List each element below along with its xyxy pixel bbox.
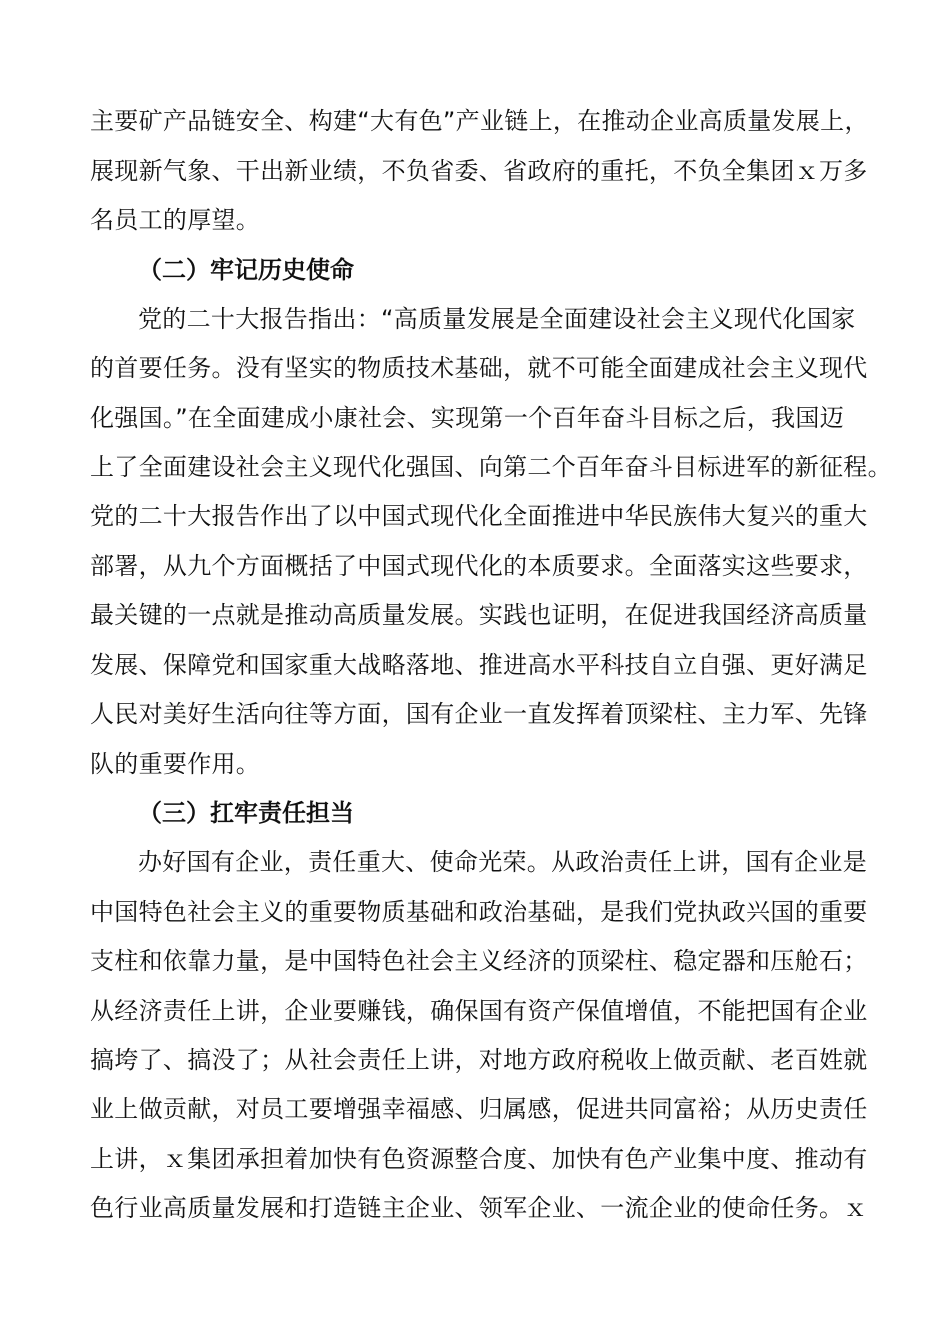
paragraph-line: 展现新气象、干出新业绩，不负省委、省政府的重托，不负全集团ｘ万多: [90, 157, 868, 185]
paragraph-line: 最关键的一点就是推动高质量发展。实践也证明，在促进我国经济高质量: [90, 601, 868, 629]
paragraph-line: 办好国有企业，责任重大、使命光荣。从政治责任上讲，国有企业是: [138, 848, 867, 876]
paragraph-line: 人民对美好生活向往等方面，国有企业一直发挥着顶梁柱、主力军、先锋: [90, 700, 868, 728]
paragraph-line: 部署，从九个方面概括了中国式现代化的本质要求。全面落实这些要求，: [90, 552, 868, 580]
paragraph-line: 从经济责任上讲，企业要赚钱，确保国有资产保值增值，不能把国有企业: [90, 997, 868, 1025]
paragraph-line: 化强国。”在全面建成小康社会、实现第一个百年奋斗目标之后，我国迈: [90, 404, 845, 432]
section-heading-2: （二）牢记历史使命: [138, 256, 354, 284]
paragraph-line: 党的二十大报告作出了以中国式现代化全面推进中华民族伟大复兴的重大: [90, 502, 868, 530]
paragraph-line: 队的重要作用。: [90, 750, 261, 778]
paragraph-line: 搞垮了、搞没了；从社会责任上讲，对地方政府税收上做贡献、老百姓就: [90, 1046, 868, 1074]
paragraph-line: 中国特色社会主义的重要物质基础和政治基础，是我们党执政兴国的重要: [90, 898, 868, 926]
paragraph-line: 的首要任务。没有坚实的物质技术基础，就不可能全面建成社会主义现代: [90, 354, 868, 382]
paragraph-line: 主要矿产品链安全、构建“大有色”产业链上，在推动企业高质量发展上，: [90, 107, 869, 135]
paragraph-line: 上讲，ｘ集团承担着加快有色资源整合度、加快有色产业集中度、推动有: [90, 1145, 868, 1173]
paragraph-line: 支柱和依靠力量，是中国特色社会主义经济的顶梁柱、稳定器和压舱石；: [90, 947, 868, 975]
paragraph-line: 业上做贡献，对员工要增强幸福感、归属感，促进共同富裕；从历史责任: [90, 1095, 868, 1123]
paragraph-line: 色行业高质量发展和打造链主企业、领军企业、一流企业的使命任务。ｘ: [90, 1194, 868, 1222]
paragraph-line: 党的二十大报告指出：“高质量发展是全面建设社会主义现代化国家: [138, 305, 856, 333]
paragraph-line: 发展、保障党和国家重大战略落地、推进高水平科技自立自强、更好满足: [90, 651, 868, 679]
paragraph-line: 上了全面建设社会主义现代化强国、向第二个百年奋斗目标进军的新征程。: [90, 453, 892, 481]
section-heading-3: （三）扛牢责任担当: [138, 799, 354, 827]
paragraph-line: 名员工的厚望。: [90, 206, 261, 234]
